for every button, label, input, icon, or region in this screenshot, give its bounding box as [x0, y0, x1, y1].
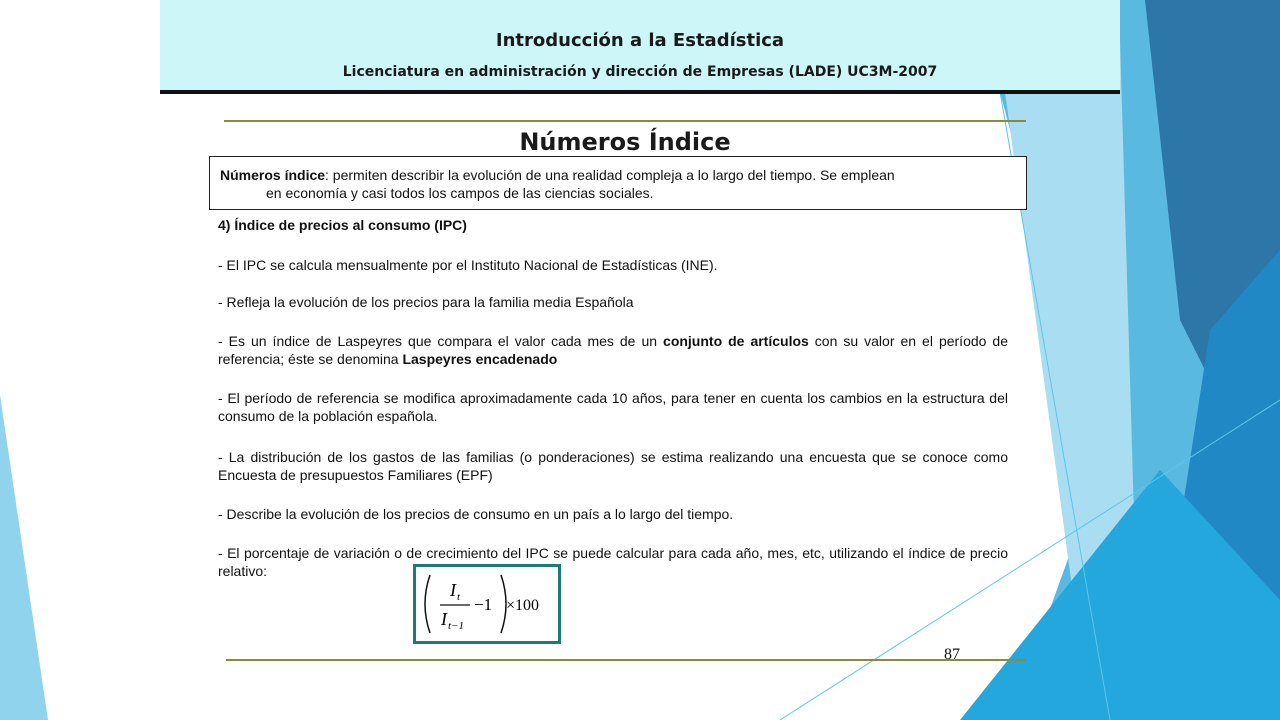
formula-minus-one: −1: [474, 595, 493, 614]
formula-numerator: I: [450, 580, 456, 600]
formula-denominator: I: [441, 609, 447, 629]
definition-term: Números índice: [220, 167, 326, 183]
bullet-3: [218, 332, 1008, 368]
top-divider: [224, 120, 1026, 122]
bottom-divider: [226, 659, 1026, 661]
bullet-2: - Refleja la evolución de los precios para la familia media Española: [218, 294, 634, 310]
definition-line-2: en economía y casi todos los campos de las ciencias sociales.: [266, 185, 654, 201]
bullet-1: - El IPC se calcula mensualmente por el Instituto Nacional de Estadísticas (INE).: [218, 257, 718, 273]
bullet-5: - La distribución de los gastos de las familias (o ponderaciones) se estima realizando una encuesta que se conoce como Encuesta de presupuestos Familiares (EPF): [218, 449, 1008, 483]
slide-title: Números Índice: [519, 128, 731, 156]
section-heading: 4) Índice de precios al consumo (IPC): [218, 217, 467, 233]
bullet-3-bold-1: conjunto de artículos: [663, 333, 809, 349]
bullet-3-bold-2: Laspeyres encadenado: [402, 351, 558, 367]
page-number: 87: [944, 646, 960, 663]
slide-header: [160, 0, 1120, 94]
formula-denominator-sub: t−1: [448, 620, 464, 632]
definition-line-1: [220, 166, 1020, 184]
bullet-7: - El porcentaje de variación o de crecimiento del IPC se puede calcular para cada año, mes, etc, utilizando el índice de precio relativo:: [218, 545, 1008, 579]
bullet-4: - El período de referencia se modifica aproximadamente cada 10 años, para tener en cuenta los cambios en la estructura del consumo de la población española.: [218, 390, 1008, 424]
bullet-6: - Describe la evolución de los precios de consumo en un país a lo largo del tiempo.: [218, 506, 734, 522]
bullet-3-part-b: con su valor en el período de referencia; éste se denomina: [218, 333, 1008, 367]
left-paren: [425, 575, 430, 633]
formula-box: [413, 564, 561, 644]
definition-box: [209, 156, 1027, 210]
header-title: Introducción a la Estadística: [495, 30, 785, 51]
header-subtitle: Licenciatura en administración y dirección de Empresas (LADE) UC3M-2007: [342, 64, 938, 80]
formula-graphic: [416, 567, 558, 641]
formula-numerator-sub: t: [457, 591, 461, 603]
left-accent-triangle: [0, 395, 48, 720]
bullet-3-part-a: - Es un índice de Laspeyres que compara el valor cada mes de un: [218, 333, 664, 349]
formula-times-100: ×100: [506, 597, 540, 614]
definition-text-1: : permiten describir la evolución de una realidad compleja a lo largo del tiempo. Se emplean: [325, 167, 895, 183]
